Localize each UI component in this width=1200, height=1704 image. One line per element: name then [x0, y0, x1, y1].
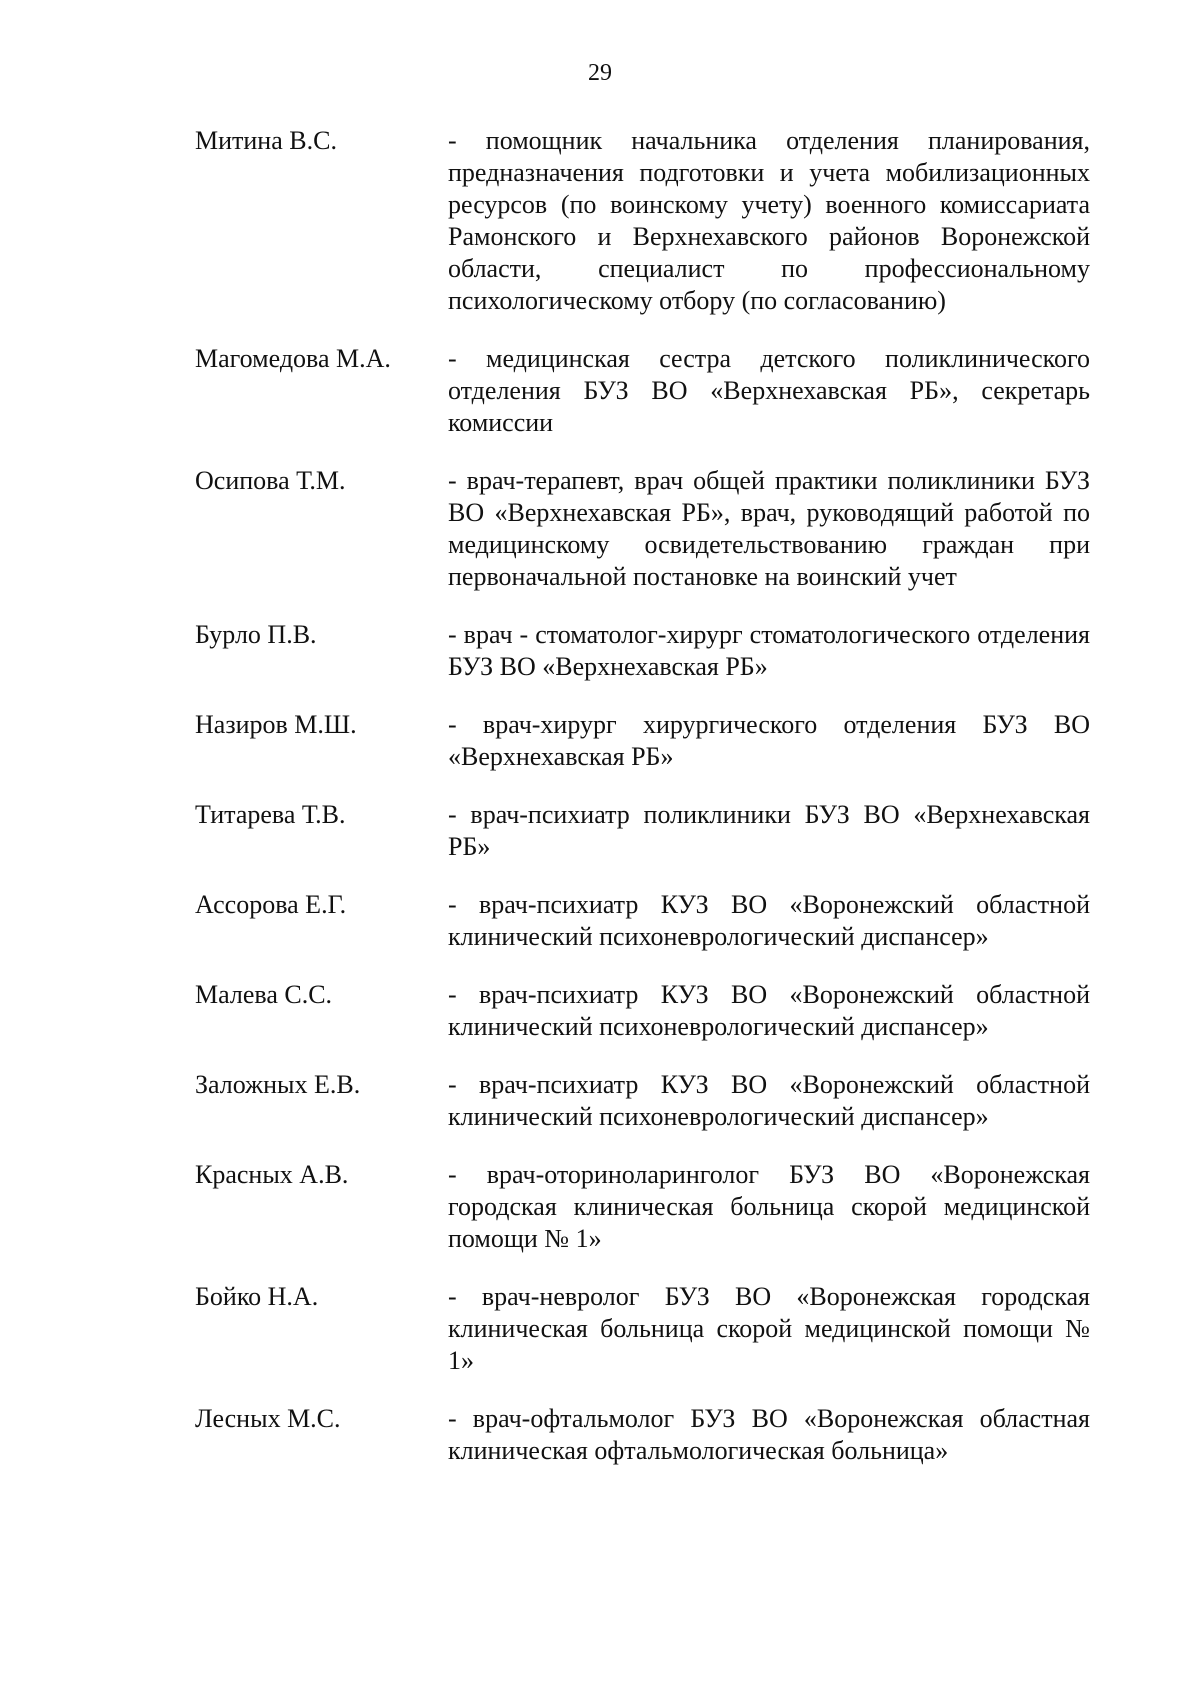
member-name: Магомедова М.А. — [195, 344, 391, 373]
member-entry — [195, 1403, 1090, 1467]
member-entry — [195, 709, 1090, 773]
member-entry — [195, 619, 1090, 683]
member-entry — [195, 799, 1090, 863]
member-role: - врач-невролог БУЗ ВО «Воронежская городская клиническая больница скорой медицинской помощи № 1» — [448, 1282, 1090, 1375]
member-name: Красных А.В. — [195, 1160, 349, 1189]
member-role: - врач-хирург хирургического отделения БУЗ ВО «Верхнехавская РБ» — [448, 710, 1090, 771]
member-entry — [195, 465, 1090, 593]
member-role: - врач - стоматолог-хирург стоматологического отделения БУЗ ВО «Верхнехавская РБ» — [448, 620, 1090, 681]
member-role: - врач-психиатр поликлиники БУЗ ВО «Верхнехавская РБ» — [448, 800, 1090, 861]
member-name: Бурло П.В. — [195, 620, 317, 649]
member-role: - врач-психиатр КУЗ ВО «Воронежский областной клинический психоневрологический диспансер» — [448, 980, 1090, 1041]
member-role: - врач-терапевт, врач общей практики поликлиники БУЗ ВО «Верхнехавская РБ», врач, руководящий работой по медицинскому освидетельствованию граждан при первоначальной постановке на воинский учет — [448, 466, 1090, 591]
member-entry — [195, 1069, 1090, 1133]
member-entry — [195, 1159, 1090, 1255]
member-role: - помощник начальника отделения планирования, предназначения подготовки и учета мобилизационных ресурсов (по воинскому учету) военного комиссариата Рамонского и Верхнехавского районов Воронежской области, специалист по профессиональному психологическому отбору (по согласованию) — [448, 126, 1090, 315]
member-name: Митина В.С. — [195, 126, 337, 155]
member-entry — [195, 1281, 1090, 1377]
member-entry — [195, 125, 1090, 317]
member-name: Бойко Н.А. — [195, 1282, 319, 1311]
member-name: Заложных Е.В. — [195, 1070, 361, 1099]
member-name: Титарева Т.В. — [195, 800, 346, 829]
member-name: Назиров М.Ш. — [195, 710, 357, 739]
member-role: - врач-психиатр КУЗ ВО «Воронежский областной клинический психоневрологический диспансер» — [448, 1070, 1090, 1131]
page-number: 29 — [588, 60, 612, 86]
commission-member-list — [195, 125, 1090, 1467]
member-entry — [195, 979, 1090, 1043]
member-role: - врач-оториноларинголог БУЗ ВО «Воронежская городская клиническая больница скорой медицинской помощи № 1» — [448, 1160, 1090, 1253]
member-name: Лесных М.С. — [195, 1404, 341, 1433]
member-role: - медицинская сестра детского поликлинического отделения БУЗ ВО «Верхнехавская РБ», секретарь комиссии — [448, 344, 1090, 437]
member-name: Осипова Т.М. — [195, 466, 346, 495]
member-name: Малева С.С. — [195, 980, 333, 1009]
member-entry — [195, 889, 1090, 953]
member-role: - врач-психиатр КУЗ ВО «Воронежский областной клинический психоневрологический диспансер» — [448, 890, 1090, 951]
member-role: - врач-офтальмолог БУЗ ВО «Воронежская областная клиническая офтальмологическая больница» — [448, 1404, 1090, 1465]
member-name: Ассорова Е.Г. — [195, 890, 347, 919]
member-entry — [195, 343, 1090, 439]
